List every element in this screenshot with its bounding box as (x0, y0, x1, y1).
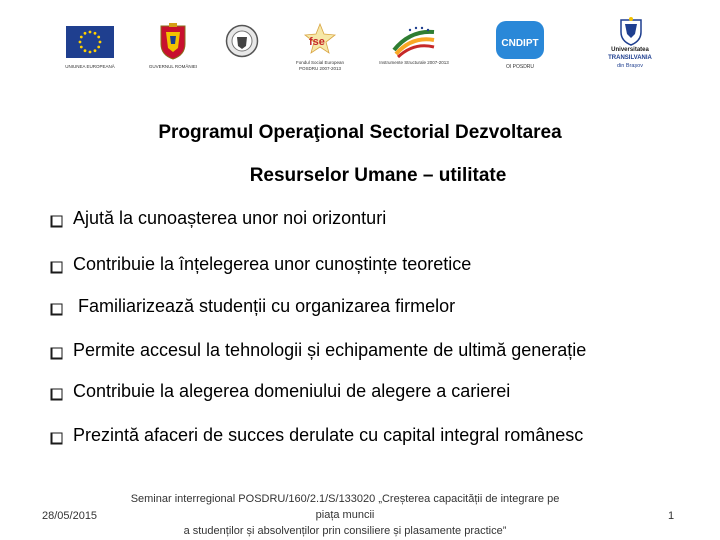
bullet-text: Ajută la cunoașterea unor noi orizonturi (73, 208, 387, 228)
bullet-text: Familiarizează studenții cu organizarea firmelor (73, 296, 456, 316)
cndipt-label: CNDIPT (501, 38, 539, 49)
fse-caption: Fondul Social European POSDRU 2007-2013 (295, 60, 345, 71)
bullet-item (50, 340, 586, 361)
eu-flag-icon (66, 26, 114, 63)
footer-caption (130, 491, 560, 539)
footer-date: 28/05/2015 (42, 510, 98, 522)
footer-line2: a studenților și absolvenților prin consiliere și plasamente practice” (183, 525, 507, 537)
svg-text:fse: fse (309, 36, 325, 48)
university-caption: Universitatea (611, 47, 649, 53)
checkbox-bullet-icon (50, 385, 63, 398)
checkbox-bullet-icon (50, 212, 63, 225)
footer-line1: Seminar interregional POSDRU/160/2.1/S/133020 „Creșterea capacității de integrare pe piața muncii (130, 493, 560, 521)
fse-logo-icon (300, 22, 340, 63)
bullet-item (50, 381, 510, 402)
bullet-item (50, 254, 471, 275)
page-title-line1: Programul Operaţional Sectorial Dezvoltarea (158, 122, 562, 143)
ministry-seal-icon (225, 24, 259, 63)
checkbox-bullet-icon (50, 258, 63, 271)
checkbox-bullet-icon (50, 344, 63, 357)
bullet-item (50, 208, 386, 229)
bullet-item (50, 296, 455, 317)
university-logo-icon (618, 16, 644, 51)
checkbox-bullet-icon (50, 300, 63, 313)
romania-coat-of-arms-icon (158, 22, 188, 65)
university-subcaption: TRANSILVANIA (608, 55, 652, 61)
university-city: din Brașov (617, 63, 643, 69)
bullet-text: Prezintă afaceri de succes derulate cu capital integral românesc (73, 425, 584, 445)
page-title-line2: Resurselor Umane – utilitate (249, 165, 507, 186)
eu-caption: UNIUNEA EUROPEANĂ (65, 64, 115, 69)
page-number: 1 (668, 510, 675, 522)
bullet-text: Permite accesul la tehnologii și echipamente de ultimă generație (73, 340, 587, 360)
romania-caption: GUVERNUL ROMÂNIEI (148, 64, 198, 69)
bullet-text: Contribuie la înțelegerea unor cunoștințe teoretice (73, 254, 472, 274)
instrumente-structurale-icon (390, 24, 438, 63)
checkbox-bullet-icon (50, 429, 63, 442)
bullet-item (50, 425, 583, 446)
bullet-text: Contribuie la alegerea domeniului de alegere a carierei (73, 381, 511, 401)
instrumente-caption: Instrumente Structurale 2007-2013 (379, 60, 449, 65)
logo-strip (60, 14, 660, 76)
cndipt-subcaption: OI POSDRU (505, 64, 535, 70)
cndipt-logo-icon (495, 20, 545, 65)
